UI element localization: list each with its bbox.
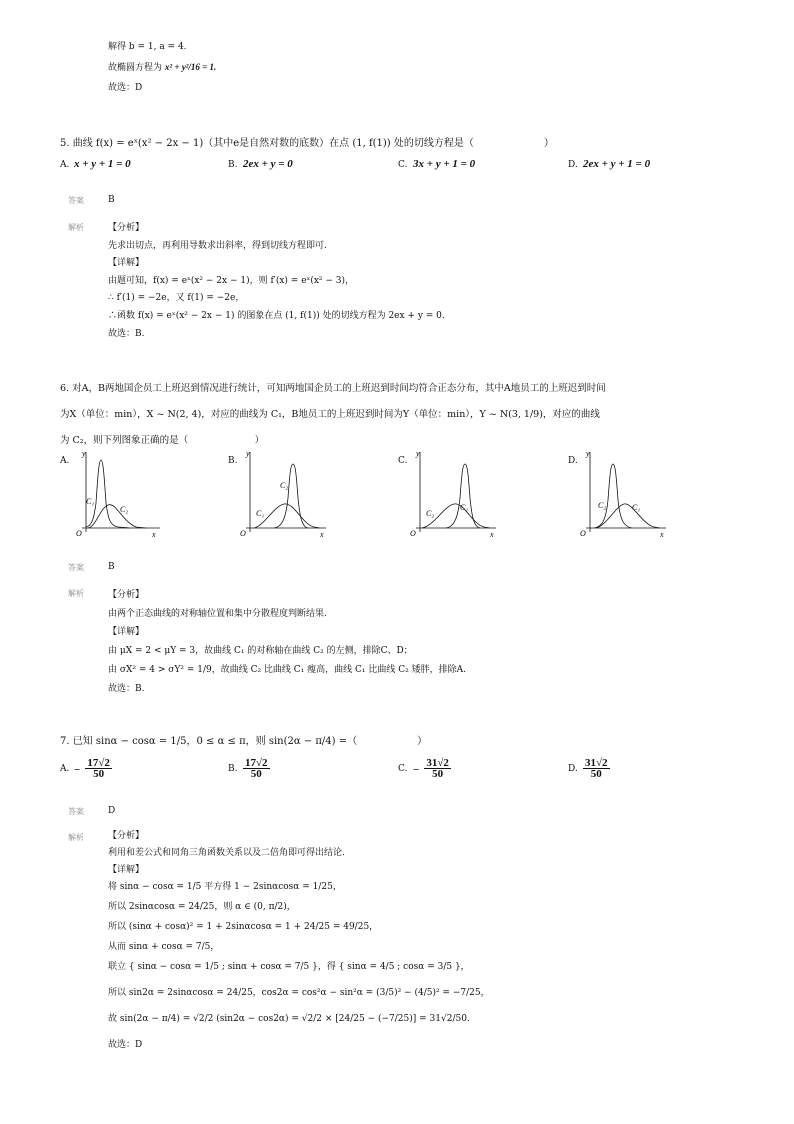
curve-c2-label: C₂ <box>426 509 435 518</box>
option-b-key: B. <box>228 456 238 466</box>
solution-line: 故椭圆方程为 x² + y²/16 = 1. <box>108 62 217 73</box>
solution-line: 解得 b = 1, a = 4. <box>108 42 187 52</box>
analysis-label: 解析 <box>68 223 84 232</box>
analysis-line: 【分析】 <box>108 590 145 600</box>
analysis-line: 【详解】 <box>108 627 145 638</box>
analysis-line: 故选：D <box>108 1040 143 1050</box>
option-d-key: D. <box>568 764 578 774</box>
curve-c1-label: C₁ <box>460 503 469 512</box>
analysis-line: 由 σX² = 4 > σY² = 1/9，故曲线 C₂ 比曲线 C₁ 瘦高，曲线 C₁ 比曲线 C₂ 矮胖，排除A. <box>108 664 466 675</box>
analysis-line: 【分析】 <box>108 223 145 233</box>
graph-option-c <box>410 448 505 538</box>
option-d-key: D. <box>568 456 578 466</box>
graph-origin-label: O <box>410 529 416 538</box>
option-b-value: $\frac{17√2}{50}$ <box>245 757 268 780</box>
analysis-line: 所以 (sinα + cosα)² = 1 + 2sinαcosα = 1 + 24/25 = 49/25， <box>108 922 379 932</box>
graph-x-label: x <box>152 530 156 538</box>
answer-value: D <box>108 806 116 816</box>
option-c-key: C. <box>398 456 408 466</box>
analysis-line: 将 sinα − cosα = 1/5 平方得 1 − 2sinαcosα = 1/25， <box>108 882 342 892</box>
question-7-options <box>60 756 700 790</box>
option-c-key: C. <box>398 160 408 170</box>
analysis-label: 解析 <box>68 589 84 598</box>
analysis-line: 联立 { sinα − cosα = 1/5 ; sinα + cosα = 7/5 }，得 { sinα = 4/5 ; cosα = 3/5 }， <box>108 962 470 972</box>
graph-option-d <box>580 448 675 538</box>
curve-c1-label: C₁ <box>632 503 641 512</box>
option-a-text: x + y + 1 = 0 <box>74 158 131 170</box>
analysis-label: 解析 <box>68 833 84 842</box>
analysis-line: 【详解】 <box>108 258 145 269</box>
graph-origin-label: O <box>240 529 246 538</box>
analysis-line: 【详解】 <box>108 865 145 875</box>
curve-c2-label: C₂ <box>120 505 129 514</box>
option-d-value: $\frac{31√2}{50}$ <box>585 757 608 780</box>
curve-c1-label: C₁ <box>86 497 95 506</box>
answer-label: 答案 <box>68 196 84 205</box>
question-6-stem-line1: 6. 对A，B两地国企员工上班迟到情况进行统计，可知两地国企员工的上班迟到时间均符合正态分布，其中A地员工的上班迟到时间 <box>60 383 606 394</box>
option-a-key: A. <box>60 160 70 170</box>
option-d-key: D. <box>568 160 578 170</box>
question-5-analysis <box>108 220 445 343</box>
graph-x-label: x <box>320 530 324 538</box>
graph-origin-label: O <box>76 529 82 538</box>
option-b-text: 2ex + y = 0 <box>243 158 293 170</box>
option-a-key: A. <box>60 764 70 774</box>
option-c-key: C. <box>398 764 408 774</box>
graph-x-label: x <box>490 530 494 538</box>
question-5-options <box>60 158 700 174</box>
analysis-line: 从而 sinα + cosα = 7/5， <box>108 942 220 952</box>
option-b-key: B. <box>228 160 238 170</box>
analysis-line: 由两个正态曲线的对称轴位置和集中分散程度判断结果. <box>108 608 327 619</box>
analysis-line: 所以 sin2α = 2sinαcosα = 24/25，cos2α = cos²α − sin²α = (3/5)² − (4/5)² = −7/25， <box>108 988 490 998</box>
graph-y-label: y <box>82 449 86 458</box>
analysis-line: 所以 2sinαcosα = 24/25，则 α ∈ (0, π/2)， <box>108 902 296 912</box>
option-a-key: A. <box>60 456 70 466</box>
answer-value: B <box>108 195 115 205</box>
option-c-text: 3x + y + 1 = 0 <box>413 158 476 170</box>
question-6-stem-line3: 为 C₂，则下列图象正确的是（ ） <box>60 435 265 446</box>
analysis-line: 故 sin(2α − π/4) = √2/2 (sin2α − cos2α) = √2/2 × [24/25 − (−7/25)] = 31√2/50. <box>108 1014 470 1024</box>
curve-c2-label: C₂ <box>280 481 289 490</box>
analysis-line: 故选：B. <box>108 683 145 694</box>
graph-y-label: y <box>416 449 420 458</box>
curve-c1-label: C₁ <box>256 509 265 518</box>
analysis-line: 【分析】 <box>108 831 145 841</box>
analysis-line: ∴ f′(1) = −2e，又 f(1) = −2e， <box>108 293 245 304</box>
question-6-analysis <box>108 586 466 698</box>
question-7-stem: 7. 已知 sinα − cosα = 1/5，0 ≤ α ≤ π，则 sin(2α − π/4) =（ ） <box>60 736 428 747</box>
analysis-line: 故选：B. <box>108 328 145 339</box>
option-c-value: − $\frac{31√2}{50}$ <box>413 757 449 780</box>
graph-x-label: x <box>660 530 664 538</box>
graph-option-b <box>240 448 335 538</box>
graph-y-label: y <box>586 449 590 458</box>
graph-y-label: y <box>246 449 250 458</box>
question-6-stem-line2: 为X（单位：min），X ~ N(2, 4)，对应的曲线为 C₁，B地员工的上班迟到时间为Y（单位：min），Y ~ N(3, 1/9)，对应的曲线 <box>60 409 600 420</box>
graph-origin-label: O <box>580 529 586 538</box>
graph-option-a <box>70 448 165 538</box>
option-b-key: B. <box>228 764 238 774</box>
analysis-line: ∴函数 f(x) = eˣ(x² − 2x − 1) 的图象在点 (1, f(1)) 处的切线方程为 2ex + y = 0. <box>108 310 445 321</box>
analysis-line: 利用和差公式和同角三角函数关系以及二倍角即可得出结论. <box>108 848 345 858</box>
curve-c2-label: C₂ <box>598 501 607 510</box>
answer-label: 答案 <box>68 563 84 572</box>
solution-line: 故选：D <box>108 83 143 93</box>
analysis-line: 由题可知，f(x) = eˣ(x² − 2x − 1)，则 f′(x) = eˣ(x² − 3)， <box>108 275 355 286</box>
option-a-value: − $\frac{17√2}{50}$ <box>74 757 110 780</box>
analysis-line: 先求出切点，再利用导数求出斜率，得到切线方程即可. <box>108 240 327 251</box>
question-7-analysis <box>108 830 490 1056</box>
analysis-line: 由 μX = 2 < μY = 3，故曲线 C₁ 的对称轴在曲线 C₂ 的左侧，排除C、D； <box>108 646 413 657</box>
question-5-stem: 5. 曲线 f(x) = eˣ(x² − 2x − 1)（其中e是自然对数的底数）在点 (1, f(1)) 处的切线方程是（ ） <box>60 138 554 149</box>
option-d-text: 2ex + y + 1 = 0 <box>583 158 651 170</box>
answer-value: B <box>108 562 115 572</box>
answer-label: 答案 <box>68 807 84 816</box>
